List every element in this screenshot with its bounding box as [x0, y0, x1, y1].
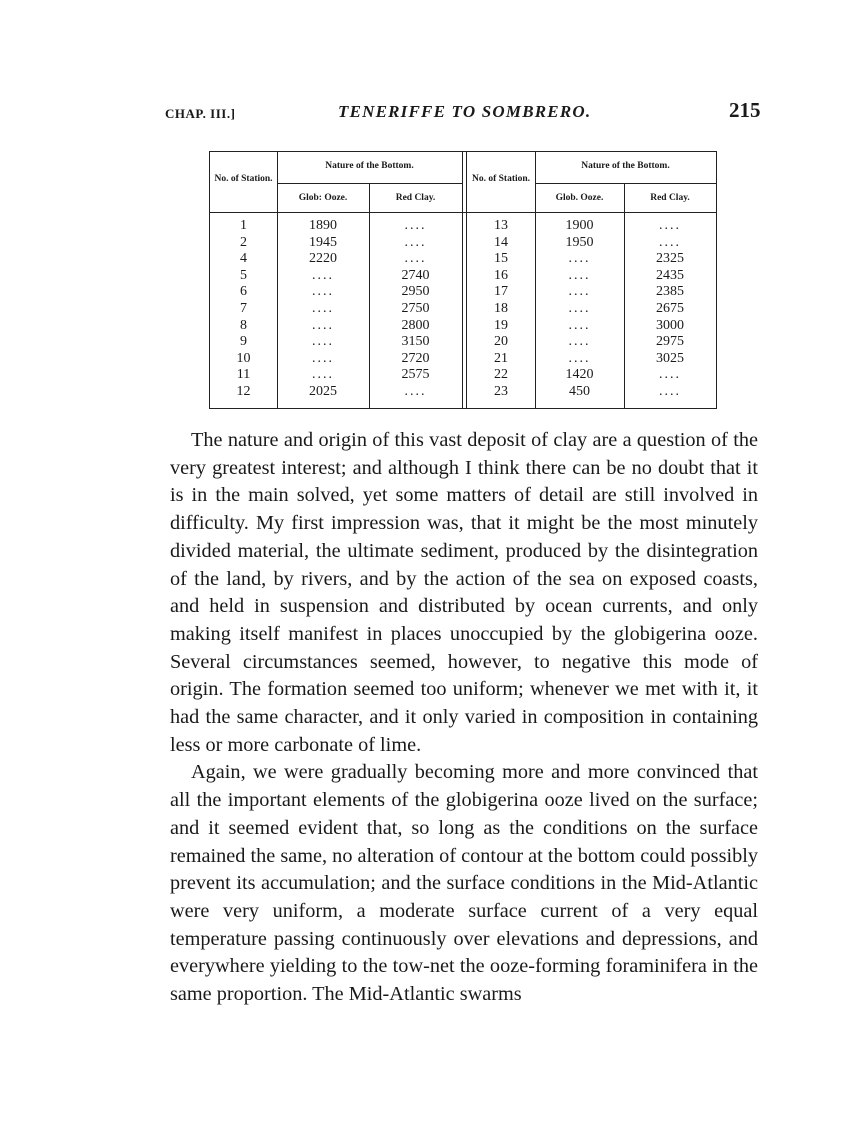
red-clay-cell: 2720 — [401, 350, 430, 366]
station-cell: 17 — [494, 284, 508, 300]
red-clay-cell: 2950 — [401, 284, 430, 300]
table-row — [467, 351, 716, 368]
station-cell: 20 — [494, 334, 508, 350]
table-row — [210, 334, 462, 351]
glob-ooze-cell: .... — [568, 300, 591, 316]
table-row — [467, 384, 716, 401]
glob-ooze-cell: 2220 — [309, 251, 337, 267]
station-cell: 22 — [494, 367, 508, 383]
chapter-label: CHAP. III.] — [165, 106, 236, 121]
station-cell: 14 — [494, 234, 508, 250]
glob-ooze-cell: .... — [312, 317, 334, 333]
red-clay-header: Red Clay. — [650, 193, 690, 203]
glob-ooze-header: Glob: Ooze. — [298, 193, 348, 203]
table-row — [210, 318, 462, 335]
table-row — [210, 251, 462, 268]
glob-ooze-cell: 1945 — [309, 234, 337, 250]
running-title: TENERIFFE TO SOMBRERO. — [338, 102, 592, 121]
station-cell: 9 — [240, 334, 247, 350]
table-row — [210, 235, 462, 252]
station-cell: 10 — [236, 350, 251, 366]
page-header — [0, 98, 852, 128]
glob-ooze-cell: 1890 — [309, 218, 337, 233]
red-clay-cell: 3000 — [656, 317, 684, 333]
table-row — [210, 268, 462, 285]
red-clay-header: Red Clay. — [395, 193, 436, 203]
red-clay-cell: 2975 — [656, 334, 684, 350]
station-cell: 15 — [494, 251, 508, 267]
table-body-right — [467, 218, 716, 401]
table-row — [467, 284, 716, 301]
red-clay-cell: .... — [404, 218, 427, 233]
paragraph: The nature and origin of this vast deposit of clay are a question of the very greatest interest; and although I think there can be no doubt that it is in the main solved, yet some matters of detail are still involved in difficulty. My first impression was, that it might be the most minutely divided material, the ultimate sediment, produced by the disintegration of the land, by rivers, and by the action of the sea on exposed coasts, and held in suspension and distributed by ocean currents, and only making itself manifest in places unoccupied by the globigerina ooze. Several circumstances seemed, however, to negative this mode of origin. The formation seemed too uniform; whenever we met with it, it had the same character, and it only varied in composition in containing less or more carbonate of lime. — [170, 429, 758, 756]
table-row — [467, 218, 716, 235]
station-cell: 11 — [236, 367, 251, 383]
paragraph: Again, we were gradually becoming more and more convinced that all the important elements of the globigerina ooze lived on the surface; and it seemed evident that, so long as the conditions on the surface remained the same, no alteration of contour at the bottom could possibly prevent its accumulation; and the surface conditions in the Mid-Atlantic were very uniform, a moderate surface current of a very equal temperature passing continuously over elevations and depressions, and everywhere yielding to the tow-net the ooze-forming foraminifera in the same proportion. The Mid-Atlantic swarms — [170, 761, 759, 1006]
red-clay-cell: .... — [659, 218, 681, 233]
glob-ooze-cell: .... — [568, 334, 591, 350]
station-cell: 13 — [494, 218, 508, 233]
red-clay-cell: .... — [659, 234, 681, 250]
station-cell: 19 — [494, 317, 508, 333]
station-cell: 21 — [494, 350, 508, 366]
glob-ooze-header: Glob. Ooze. — [555, 193, 604, 203]
table-row — [210, 367, 462, 384]
table-left-half — [210, 152, 462, 408]
table-row — [467, 251, 716, 268]
red-clay-cell: .... — [404, 234, 427, 250]
glob-ooze-cell: .... — [568, 350, 591, 366]
red-clay-cell: 3025 — [656, 350, 684, 366]
table-row — [467, 334, 716, 351]
station-cell: 8 — [240, 317, 247, 333]
red-clay-cell: 3150 — [401, 334, 430, 350]
red-clay-cell: .... — [659, 383, 681, 399]
table-row — [210, 301, 462, 318]
table-row — [467, 235, 716, 252]
station-cell: 1 — [240, 218, 247, 233]
glob-ooze-cell: 2025 — [309, 383, 337, 399]
table-right-half — [467, 152, 716, 408]
red-clay-cell: .... — [404, 251, 427, 267]
table-row — [210, 351, 462, 368]
glob-ooze-cell: .... — [312, 284, 334, 300]
station-cell: 7 — [240, 300, 247, 316]
red-clay-cell: 2675 — [656, 300, 684, 316]
glob-ooze-cell: 1420 — [565, 367, 594, 383]
glob-ooze-cell: 1900 — [565, 218, 594, 233]
body-text — [170, 427, 758, 1009]
table-body-left — [210, 218, 462, 401]
station-cell: 2 — [240, 234, 247, 250]
station-header: No. of Station. — [214, 174, 273, 184]
glob-ooze-cell: .... — [568, 251, 591, 267]
red-clay-cell: 2385 — [656, 284, 684, 300]
station-cell: 6 — [240, 284, 247, 300]
glob-ooze-cell: .... — [568, 267, 591, 283]
table-row — [467, 318, 716, 335]
station-cell: 23 — [494, 383, 508, 399]
glob-ooze-cell: .... — [312, 350, 334, 366]
red-clay-cell: .... — [404, 383, 427, 399]
red-clay-cell: 2740 — [401, 267, 430, 283]
glob-ooze-cell: .... — [568, 317, 591, 333]
station-header: No. of Station. — [471, 174, 531, 184]
station-cell: 4 — [240, 251, 247, 267]
red-clay-cell: .... — [659, 367, 681, 383]
station-cell: 5 — [240, 267, 247, 283]
glob-ooze-cell: .... — [312, 367, 334, 383]
table-row — [467, 268, 716, 285]
nature-header: Nature of the Bottom. — [581, 161, 670, 171]
table-row — [210, 218, 462, 235]
table-row — [467, 301, 716, 318]
page-number: 215 — [729, 98, 761, 122]
table-row — [467, 367, 716, 384]
table-row — [210, 384, 462, 401]
glob-ooze-cell: .... — [312, 300, 334, 316]
station-cell: 16 — [494, 267, 508, 283]
red-clay-cell: 2325 — [656, 251, 684, 267]
red-clay-cell: 2800 — [401, 317, 430, 333]
red-clay-cell: 2750 — [401, 300, 430, 316]
station-cell: 18 — [494, 300, 508, 316]
table-row — [210, 284, 462, 301]
nature-header: Nature of the Bottom. — [325, 161, 414, 171]
glob-ooze-cell: .... — [568, 284, 591, 300]
glob-ooze-cell: .... — [312, 267, 334, 283]
glob-ooze-cell: 1950 — [565, 234, 594, 250]
station-cell: 12 — [236, 383, 251, 399]
station-table — [209, 151, 717, 409]
red-clay-cell: 2435 — [656, 267, 684, 283]
glob-ooze-cell: .... — [312, 334, 334, 350]
red-clay-cell: 2575 — [401, 367, 430, 383]
glob-ooze-cell: 450 — [569, 383, 590, 399]
